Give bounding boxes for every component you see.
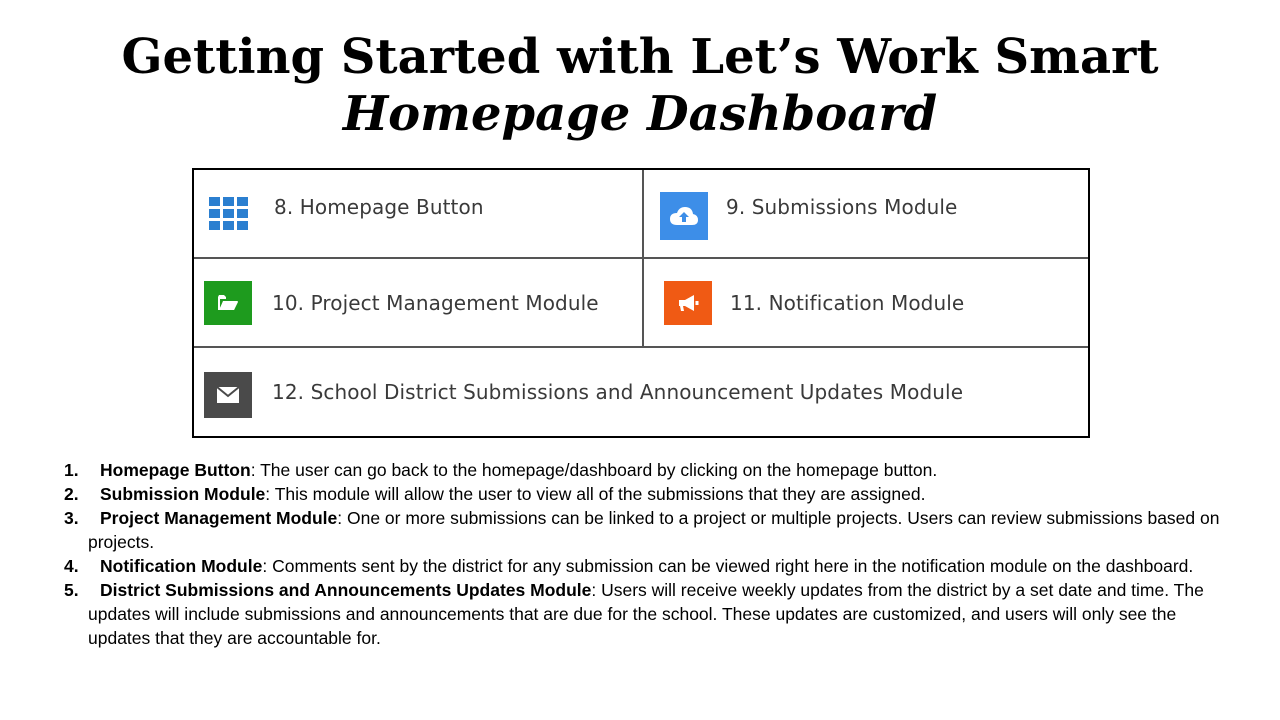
module-description-list: [62, 458, 1222, 650]
item-number: 5.: [64, 580, 79, 600]
apps-grid-icon: [204, 190, 252, 238]
description-item: [62, 578, 1222, 650]
item-text: : This module will allow the user to view all of the submissions that they are assigned.: [265, 484, 926, 504]
cloud-upload-icon: [660, 192, 708, 240]
district-updates-module-label: 12. School District Submissions and Announcement Updates Module: [272, 380, 964, 404]
item-text: : Comments sent by the district for any submission can be viewed right here in the notification module on the dashboard.: [262, 556, 1194, 576]
item-term: District Submissions and Announcements Updates Module: [100, 580, 592, 600]
homepage-button-cell[interactable]: [194, 170, 644, 259]
district-updates-module-cell[interactable]: [194, 348, 1088, 436]
item-text: : Users will receive weekly updates from the district by a set date and time. The updates will include submissions and announcements that are due for the school. These updates are customized, and users will only see the updates that they are accountable for.: [88, 580, 1204, 648]
item-number: 2.: [64, 484, 79, 504]
submissions-module-cell[interactable]: [644, 170, 1088, 259]
item-term: Submission Module: [100, 484, 266, 504]
item-text: : The user can go back to the homepage/dashboard by clicking on the homepage button.: [250, 460, 938, 480]
description-item: [62, 554, 1222, 578]
notification-module-cell[interactable]: [644, 259, 1088, 348]
description-item: [62, 506, 1222, 554]
slide-title: Getting Started with Let’s Work Smart: [121, 29, 1159, 85]
megaphone-icon: [664, 281, 712, 325]
item-number: 1.: [64, 460, 79, 480]
notification-module-label: 11. Notification Module: [730, 290, 965, 315]
slide-subtitle: Homepage Dashboard: [342, 86, 938, 142]
folder-open-icon: [204, 281, 252, 325]
item-number: 4.: [64, 556, 79, 576]
description-item: [62, 482, 1222, 506]
item-term: Homepage Button: [100, 460, 251, 480]
item-term: Project Management Module: [100, 508, 338, 528]
dashboard-modules-grid: [192, 168, 1090, 438]
item-term: Notification Module: [100, 556, 263, 576]
item-number: 3.: [64, 508, 79, 528]
homepage-button-label: 8. Homepage Button: [274, 194, 484, 219]
item-text: : One or more submissions can be linked to a project or multiple projects. Users can review submissions based on projects.: [88, 508, 1220, 552]
submissions-module-label: 9. Submissions Module: [726, 194, 958, 219]
description-item: [62, 458, 1222, 482]
project-management-module-label: 10. Project Management Module: [272, 290, 599, 315]
project-management-module-cell[interactable]: [194, 259, 644, 348]
envelope-icon: [204, 372, 252, 418]
